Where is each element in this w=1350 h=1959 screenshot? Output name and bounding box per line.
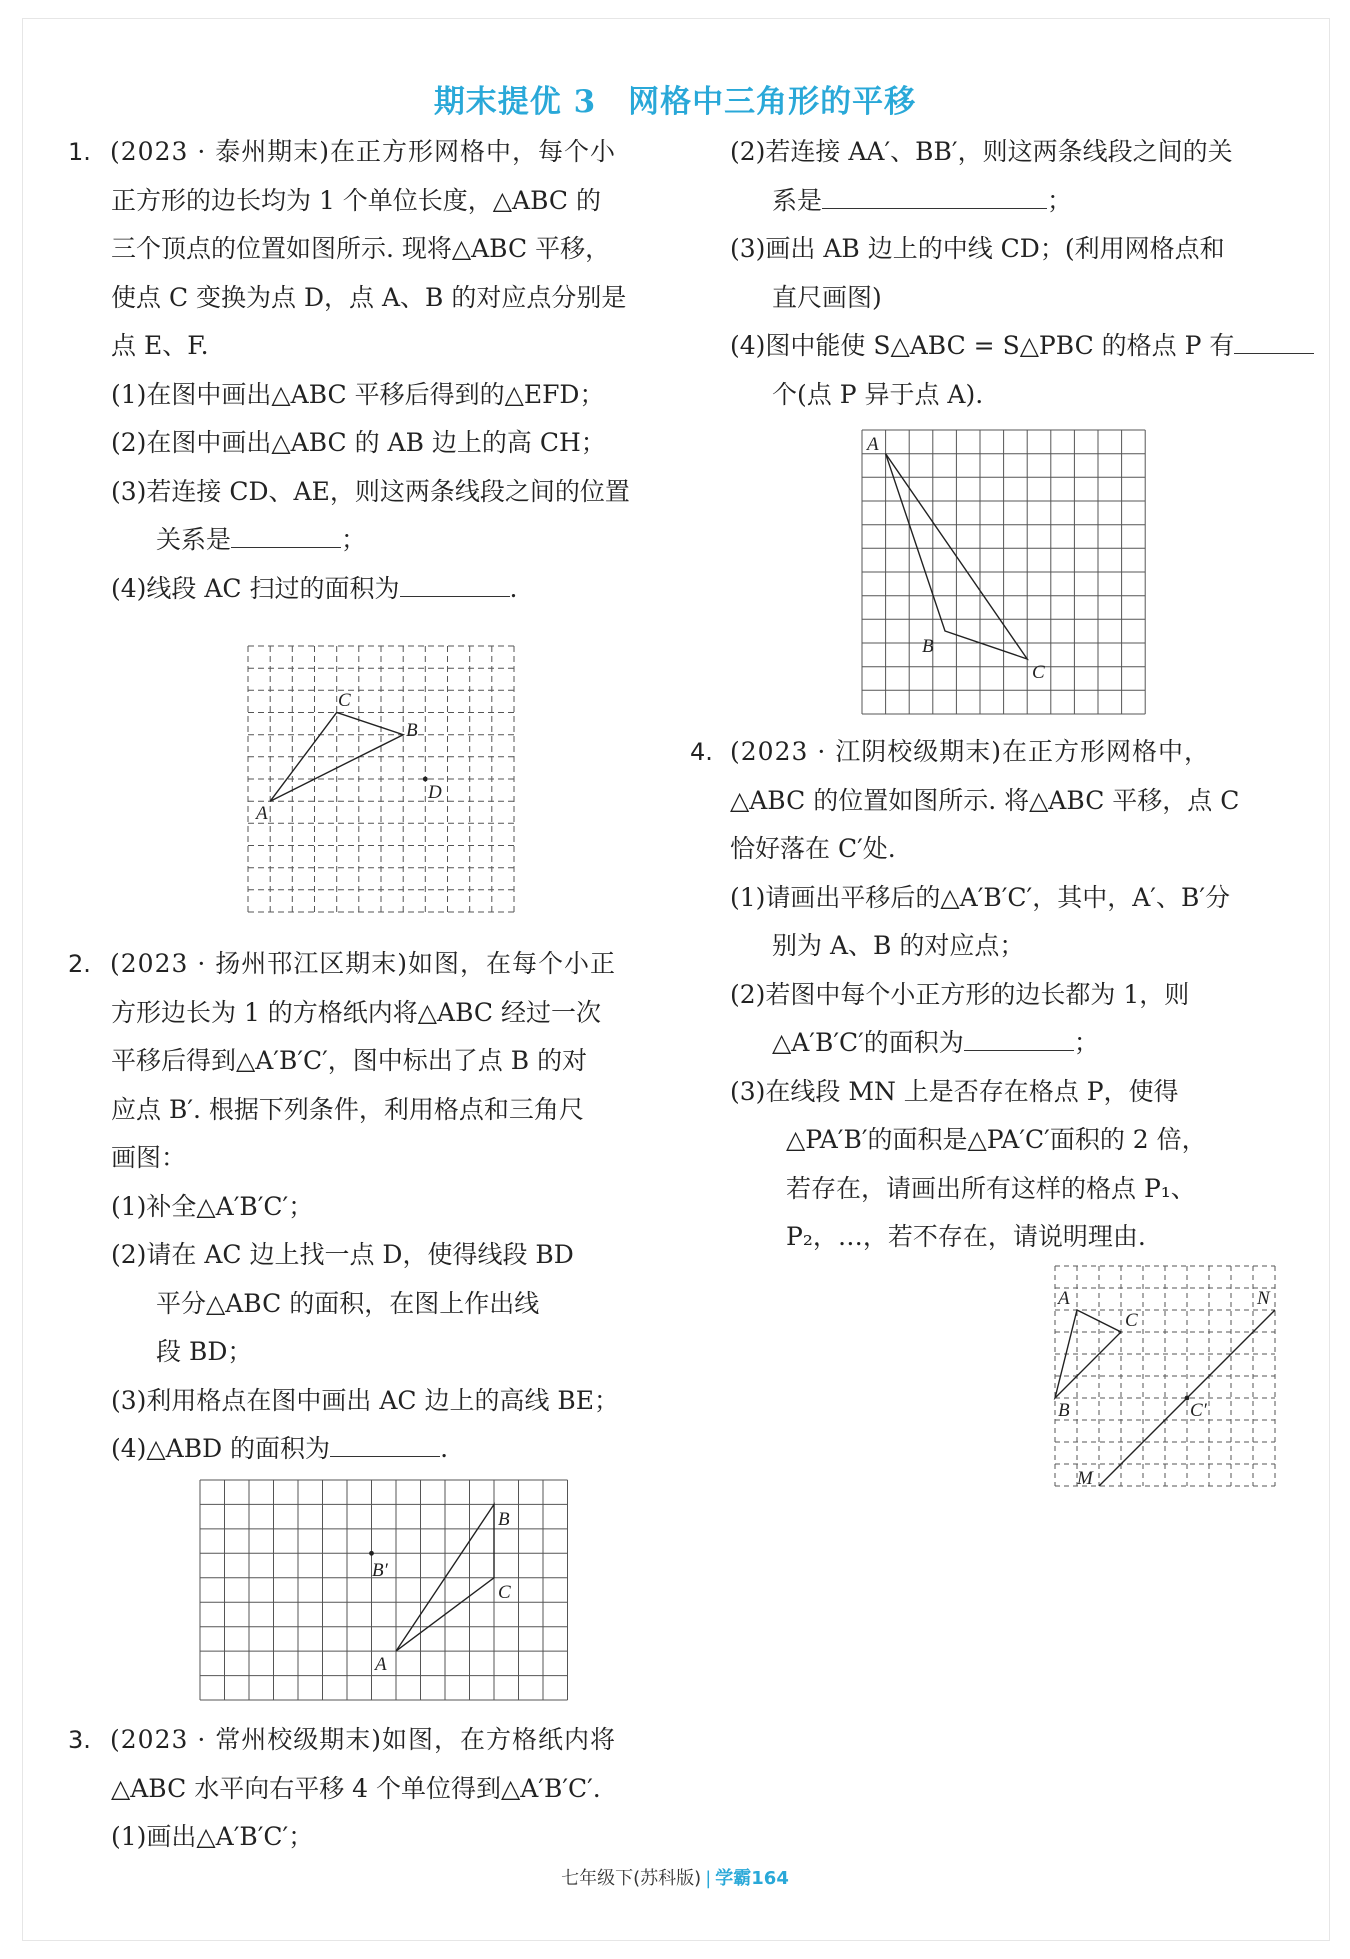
right-column bbox=[690, 128, 1280, 419]
footer-separator: | bbox=[705, 1868, 712, 1889]
q2-label-b: B bbox=[498, 1509, 510, 1530]
q1-line-3: 三个顶点的位置如图所示. 现将△ABC 平移， bbox=[111, 234, 611, 263]
q1-line-5: 点 E、F. bbox=[111, 331, 209, 360]
q3-part-2: (2)若连接 AA′、BB′，则这两条线段之间的关 bbox=[730, 137, 1233, 166]
q2-line-4: 应点 B′. 根据下列条件，利用格点和三角尺 bbox=[111, 1094, 584, 1124]
q4-line-2: △ABC 的位置如图所示. 将△ABC 平移，点 C bbox=[730, 785, 1240, 815]
q1-part-2: (2)在图中画出△ABC 的 AB 边上的高 CH； bbox=[111, 428, 606, 457]
q1-label-a: A bbox=[256, 803, 268, 824]
footer-grade: 七年级下(苏科版) bbox=[561, 1868, 702, 1889]
answer-blank[interactable] bbox=[822, 184, 1047, 209]
q4-part-3-cont3: P₂，…，若不存在，请说明理由. bbox=[786, 1222, 1146, 1251]
page-footer bbox=[0, 1864, 1350, 1890]
q1-number: 1. bbox=[68, 138, 91, 166]
q1-label-c: C bbox=[338, 690, 351, 711]
q2-figure bbox=[200, 1480, 572, 1702]
q4-part-3-cont2: 若存在，请画出所有这样的格点 P₁、 bbox=[786, 1173, 1196, 1203]
answer-blank[interactable] bbox=[1234, 329, 1314, 354]
q3-part-1: (1)画出△A′B′C′； bbox=[111, 1822, 314, 1851]
q1-line-2: 正方形的边长均为 1 个单位长度，△ABC 的 bbox=[111, 185, 601, 215]
q2-line-5: 画图： bbox=[111, 1143, 187, 1172]
q3-part-3: (3)画出 AB 边上的中线 CD；(利用网格点和 bbox=[730, 234, 1225, 263]
q1-figure bbox=[248, 646, 516, 914]
q2-point-bprime bbox=[369, 1551, 374, 1556]
q4-label-c: C bbox=[1125, 1310, 1138, 1331]
q1-line-1: 1. (2023 · 泰州期末)在正方形网格中，每个小 bbox=[68, 128, 658, 177]
answer-blank[interactable] bbox=[964, 1026, 1074, 1051]
q4-figure bbox=[1055, 1266, 1279, 1490]
q3-label-b: B bbox=[922, 636, 934, 657]
page-title: 期末提优 3 网格中三角形的平移 bbox=[433, 84, 917, 120]
q4-part-2: (2)若图中每个小正方形的边长都为 1，则 bbox=[730, 979, 1190, 1009]
q2-line-2: 方形边长为 1 的方格纸内将△ABC 经过一次 bbox=[111, 997, 601, 1027]
q2-part-4: (4)△ABD 的面积为 . bbox=[111, 1434, 449, 1463]
q2-part-2: (2)请在 AC 边上找一点 D，使得线段 BD bbox=[111, 1240, 574, 1269]
q4-label-a: A bbox=[1058, 1288, 1070, 1309]
q4-label-n: N bbox=[1257, 1288, 1270, 1309]
q1-part-3: (3)若连接 CD、AE，则这两条线段之间的位置 bbox=[111, 476, 630, 506]
q4-label-cprime: C′ bbox=[1190, 1400, 1207, 1421]
q2-part-2-cont2: 段 BD； bbox=[156, 1337, 253, 1366]
q4-part-3-cont: △PA′B′的面积是△PA′C′面积的 2 倍， bbox=[786, 1125, 1207, 1154]
q1-label-d: D bbox=[428, 782, 442, 803]
q2-grid-svg bbox=[200, 1480, 572, 1702]
q4-grid-svg bbox=[1055, 1266, 1279, 1490]
q3-part-4-cont: 个(点 P 异于点 A). bbox=[772, 379, 984, 409]
left-column bbox=[68, 128, 658, 613]
left-column-q3 bbox=[68, 1716, 658, 1862]
q4-label-m: M bbox=[1077, 1468, 1093, 1489]
q2-number: 2. bbox=[68, 950, 91, 978]
q4-part-3: (3)在线段 MN 上是否存在格点 P，使得 bbox=[730, 1076, 1179, 1106]
q4-point-cprime bbox=[1185, 1396, 1190, 1401]
q4-label-b: B bbox=[1058, 1400, 1070, 1421]
q2-label-bprime: B′ bbox=[372, 1560, 388, 1581]
q3-part-3-cont: 直尺画图) bbox=[772, 282, 882, 312]
q2-part-2-cont: 平分△ABC 的面积，在图上作出线 bbox=[156, 1288, 540, 1318]
q3-line-1: 3. (2023 · 常州校级期末)如图，在方格纸内将 bbox=[68, 1716, 658, 1765]
q2-part-3: (3)利用格点在图中画出 AC 边上的高线 BE； bbox=[111, 1385, 620, 1415]
q4-part-1-cont: 别为 A、B 的对应点； bbox=[772, 931, 1025, 960]
q3-part-4: (4)图中能使 S△ABC = S△PBC 的格点 P 有 bbox=[690, 322, 1280, 371]
answer-blank[interactable] bbox=[400, 572, 510, 597]
q1-line-4: 使点 C 变换为点 D，点 A、B 的对应点分别是 bbox=[111, 282, 627, 312]
answer-blank[interactable] bbox=[330, 1432, 440, 1457]
footer-brand: 学霸 bbox=[715, 1868, 752, 1889]
q3-label-a: A bbox=[867, 434, 879, 455]
q2-line-1: 2. (2023 · 扬州邗江区期末)如图，在每个小正 bbox=[68, 940, 658, 989]
q2-line-3: 平移后得到△A′B′C′，图中标出了点 B 的对 bbox=[111, 1046, 588, 1075]
q2-label-c: C bbox=[498, 1582, 511, 1603]
q3-line-2: △ABC 水平向右平移 4 个单位得到△A′B′C′. bbox=[111, 1773, 601, 1803]
q1-label-b: B bbox=[406, 720, 418, 741]
q2-part-1: (1)补全△A′B′C′； bbox=[111, 1191, 314, 1221]
q3-number: 3. bbox=[68, 1726, 91, 1754]
q3-label-c: C bbox=[1032, 662, 1045, 683]
q2-label-a: A bbox=[375, 1654, 387, 1675]
q1-point-d bbox=[423, 777, 428, 782]
q1-part-3-answer: 关系是 ； bbox=[156, 525, 367, 554]
q1-part-1: (1)在图中画出△ABC 平移后得到的△EFD； bbox=[111, 379, 605, 409]
q1-part-4: (4)线段 AC 扫过的面积为 . bbox=[111, 573, 518, 603]
q4-part-1: (1)请画出平移后的△A′B′C′，其中，A′、B′分 bbox=[730, 882, 1231, 912]
page-number: 164 bbox=[751, 1868, 789, 1889]
q3-part-2-answer: 系是 ； bbox=[772, 185, 1073, 215]
q4-number: 4. bbox=[690, 738, 713, 766]
q4-part-2-answer: △A′B′C′的面积为 ； bbox=[772, 1028, 1099, 1057]
right-column-q4 bbox=[690, 728, 1280, 1262]
q4-line-1: 4. (2023 · 江阴校级期末)在正方形网格中， bbox=[690, 728, 1280, 777]
q1-grid-svg bbox=[248, 646, 516, 914]
left-column-q2 bbox=[68, 940, 658, 1474]
q4-line-3: 恰好落在 C′处. bbox=[730, 834, 896, 863]
answer-blank[interactable] bbox=[231, 523, 341, 548]
q3-grid-svg bbox=[862, 430, 1150, 718]
q3-figure bbox=[862, 430, 1150, 718]
